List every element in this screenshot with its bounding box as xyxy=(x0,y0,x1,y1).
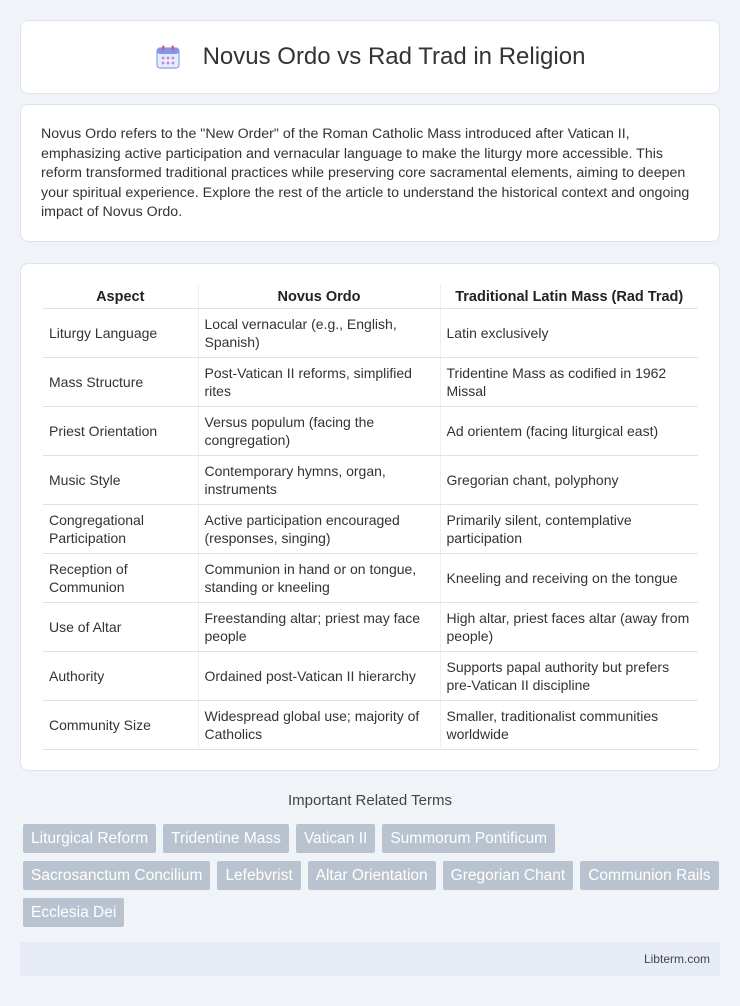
calendar-icon xyxy=(155,44,181,70)
table-cell-rad-trad: Primarily silent, contemplative participation xyxy=(440,504,698,553)
header-traditional-latin-mass: Traditional Latin Mass (Rad Trad) xyxy=(440,284,698,308)
table-cell-rad-trad: Ad orientem (facing liturgical east) xyxy=(440,406,698,455)
table-cell-novus-ordo: Ordained post-Vatican II hierarchy xyxy=(198,651,440,700)
table-row xyxy=(43,553,698,602)
table-cell-novus-ordo: Widespread global use; majority of Catholics xyxy=(198,700,440,749)
related-terms-heading: Important Related Terms xyxy=(288,792,452,809)
page-title: Novus Ordo vs Rad Trad in Religion xyxy=(202,43,586,70)
header-aspect: Aspect xyxy=(43,284,198,308)
intro-paragraph: Novus Ordo refers to the "New Order" of the Roman Catholic Mass introduced after Vatican II, emphasizing active participation and vernacular language to make the liturgy more accessible. This reform transformed traditional practices while preserving core sacramental elements, aiming to deepen your spiritual experience. Explore the rest of the article to understand the historical context and ongoing impact of Novus Ordo. xyxy=(41,126,690,220)
table-header-row xyxy=(43,284,698,308)
table-cell-aspect: Music Style xyxy=(43,455,198,504)
table-cell-aspect: Community Size xyxy=(43,700,198,749)
table-cell-novus-ordo: Contemporary hymns, organ, instruments xyxy=(198,455,440,504)
tag-gregorian-chant[interactable]: Gregorian Chant xyxy=(443,861,574,890)
table-row xyxy=(43,455,698,504)
table-cell-aspect: Reception of Communion xyxy=(43,553,198,602)
footer-site-link[interactable]: Libterm.com xyxy=(643,952,710,966)
table-cell-aspect: Liturgy Language xyxy=(43,308,198,357)
table-cell-aspect: Use of Altar xyxy=(43,602,198,651)
table-cell-novus-ordo: Versus populum (facing the congregation) xyxy=(198,406,440,455)
tag-summorum-pontificum[interactable]: Summorum Pontificum xyxy=(382,824,555,853)
title-card xyxy=(20,20,720,94)
table-row xyxy=(43,602,698,651)
table-cell-rad-trad: Smaller, traditionalist communities worldwide xyxy=(440,700,698,749)
tag-sacrosanctum-concilium[interactable]: Sacrosanctum Concilium xyxy=(23,861,210,890)
tag-ecclesia-dei[interactable]: Ecclesia Dei xyxy=(23,898,124,927)
table-cell-rad-trad: Tridentine Mass as codified in 1962 Missal xyxy=(440,357,698,406)
table-cell-novus-ordo: Freestanding altar; priest may face people xyxy=(198,602,440,651)
table-cell-novus-ordo: Communion in hand or on tongue, standing or kneeling xyxy=(198,553,440,602)
table-cell-rad-trad: Supports papal authority but prefers pre-Vatican II discipline xyxy=(440,651,698,700)
table-row xyxy=(43,700,698,749)
table-cell-rad-trad: Gregorian chant, polyphony xyxy=(440,455,698,504)
table-cell-novus-ordo: Local vernacular (e.g., English, Spanish) xyxy=(198,308,440,357)
comparison-table xyxy=(43,284,698,750)
table-cell-aspect: Congregational Participation xyxy=(43,504,198,553)
table-cell-novus-ordo: Active participation encouraged (responses, singing) xyxy=(198,504,440,553)
table-row xyxy=(43,308,698,357)
tag-lefebvrist[interactable]: Lefebvrist xyxy=(217,861,300,890)
table-row xyxy=(43,504,698,553)
tag-vatican-ii[interactable]: Vatican II xyxy=(296,824,375,853)
footer xyxy=(20,942,720,976)
tag-liturgical-reform[interactable]: Liturgical Reform xyxy=(23,824,156,853)
table-cell-rad-trad: Kneeling and receiving on the tongue xyxy=(440,553,698,602)
table-cell-aspect: Mass Structure xyxy=(43,357,198,406)
tag-tridentine-mass[interactable]: Tridentine Mass xyxy=(163,824,289,853)
table-row xyxy=(43,357,698,406)
table-cell-novus-ordo: Post-Vatican II reforms, simplified rites xyxy=(198,357,440,406)
table-cell-aspect: Priest Orientation xyxy=(43,406,198,455)
table-cell-aspect: Authority xyxy=(43,651,198,700)
related-terms-tags xyxy=(23,824,723,927)
table-row xyxy=(43,651,698,700)
tag-altar-orientation[interactable]: Altar Orientation xyxy=(308,861,436,890)
table-cell-rad-trad: Latin exclusively xyxy=(440,308,698,357)
intro-card xyxy=(20,104,720,242)
tag-communion-rails[interactable]: Communion Rails xyxy=(580,861,718,890)
header-novus-ordo: Novus Ordo xyxy=(198,284,440,308)
table-row xyxy=(43,406,698,455)
table-cell-rad-trad: High altar, priest faces altar (away from people) xyxy=(440,602,698,651)
comparison-table-card xyxy=(20,263,720,771)
